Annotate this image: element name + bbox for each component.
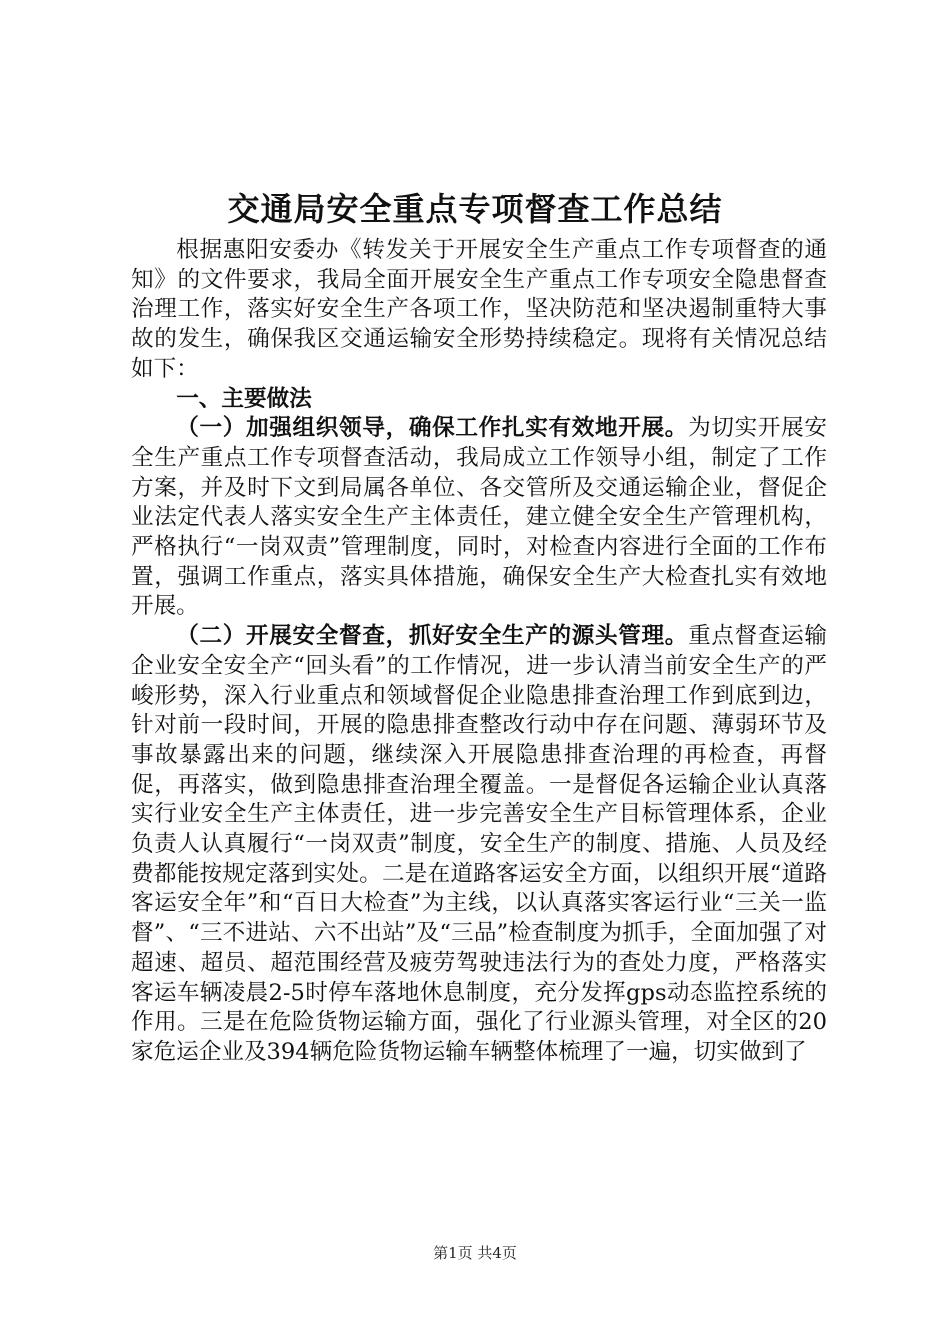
section-heading-main-practices: 一、主要做法 [176,385,312,412]
page-footer: 第1页 共4页 [433,1244,517,1262]
item-2-paragraph [131,622,827,1068]
document-body [131,236,827,1068]
item-1-text: 为切实开展安全生产重点工作专项督查活动，我局成立工作领导小组，制定了工作方案，并及时下文到局属各单位、各交管所及交通运输企业，督促企业法定代表人落实安全生产主体责任，建立健全安全生产管理机构，严格执行“一岗双责”管理制度，同时，对检查内容进行全面的工作布置，强调工作重点，落实具体措施，确保安全生产大检查扎实有效地开展。 [131,415,828,620]
intro-paragraph: 根据惠阳安委办《转发关于开展安全生产重点工作专项督查的通知》的文件要求，我局全面开展安全生产重点工作专项安全隐患督查治理工作，落实好安全生产各项工作，坚决防范和坚决遏制重特大事故的发生，确保我区交通运输安全形势持续稳定。现将有关情况总结如下： [131,237,827,382]
item-1-lead: （一）加强组织领导，确保工作扎实有效地开展。 [176,415,689,442]
item-2-text: 重点督查运输企业安全安全产“回头看”的工作情况，进一步认清当前安全生产的严峻形势，深入行业重点和领域督促企业隐患排查治理工作到底到边，针对前一段时间，开展的隐患排查整改行动中存在问题、薄弱环节及事故暴露出来的问题，继续深入开展隐患排查治理的再检查，再督促，再落实，做到隐患排查治理全覆盖。一是督促各运输企业认真落实行业安全生产主体责任，进一步完善安全生产目标管理体系，企业负责人认真履行“一岗双责”制度，安全生产的制度、措施、人员及经费都能按规定落到实处。二是在道路客运安全方面，以组织开展“道路客运安全年”和“百日大检查”为主线，以认真落实客运行业“三关一监督”、“三不进站、六不出站”及“三品”检查制度为抓手，全面加强了对超速、超员、超范围经营及疲劳驾驶违法行为的查处力度，严格落实客运车辆凌晨2-5时停车落地休息制度，充分发挥gps动态监控系统的作用。三是在危险货物运输方面，强化了行业源头管理，对全区的20家危运企业及394辆危险货物运输车辆整体梳理了一遍，切实做到了 [131,623,828,1065]
item-1-paragraph [131,414,827,622]
item-2-lead: （二）开展安全督查，抓好安全生产的源头管理。 [176,623,689,650]
document-title: 交通局安全重点专项督查工作总结 [227,190,723,228]
